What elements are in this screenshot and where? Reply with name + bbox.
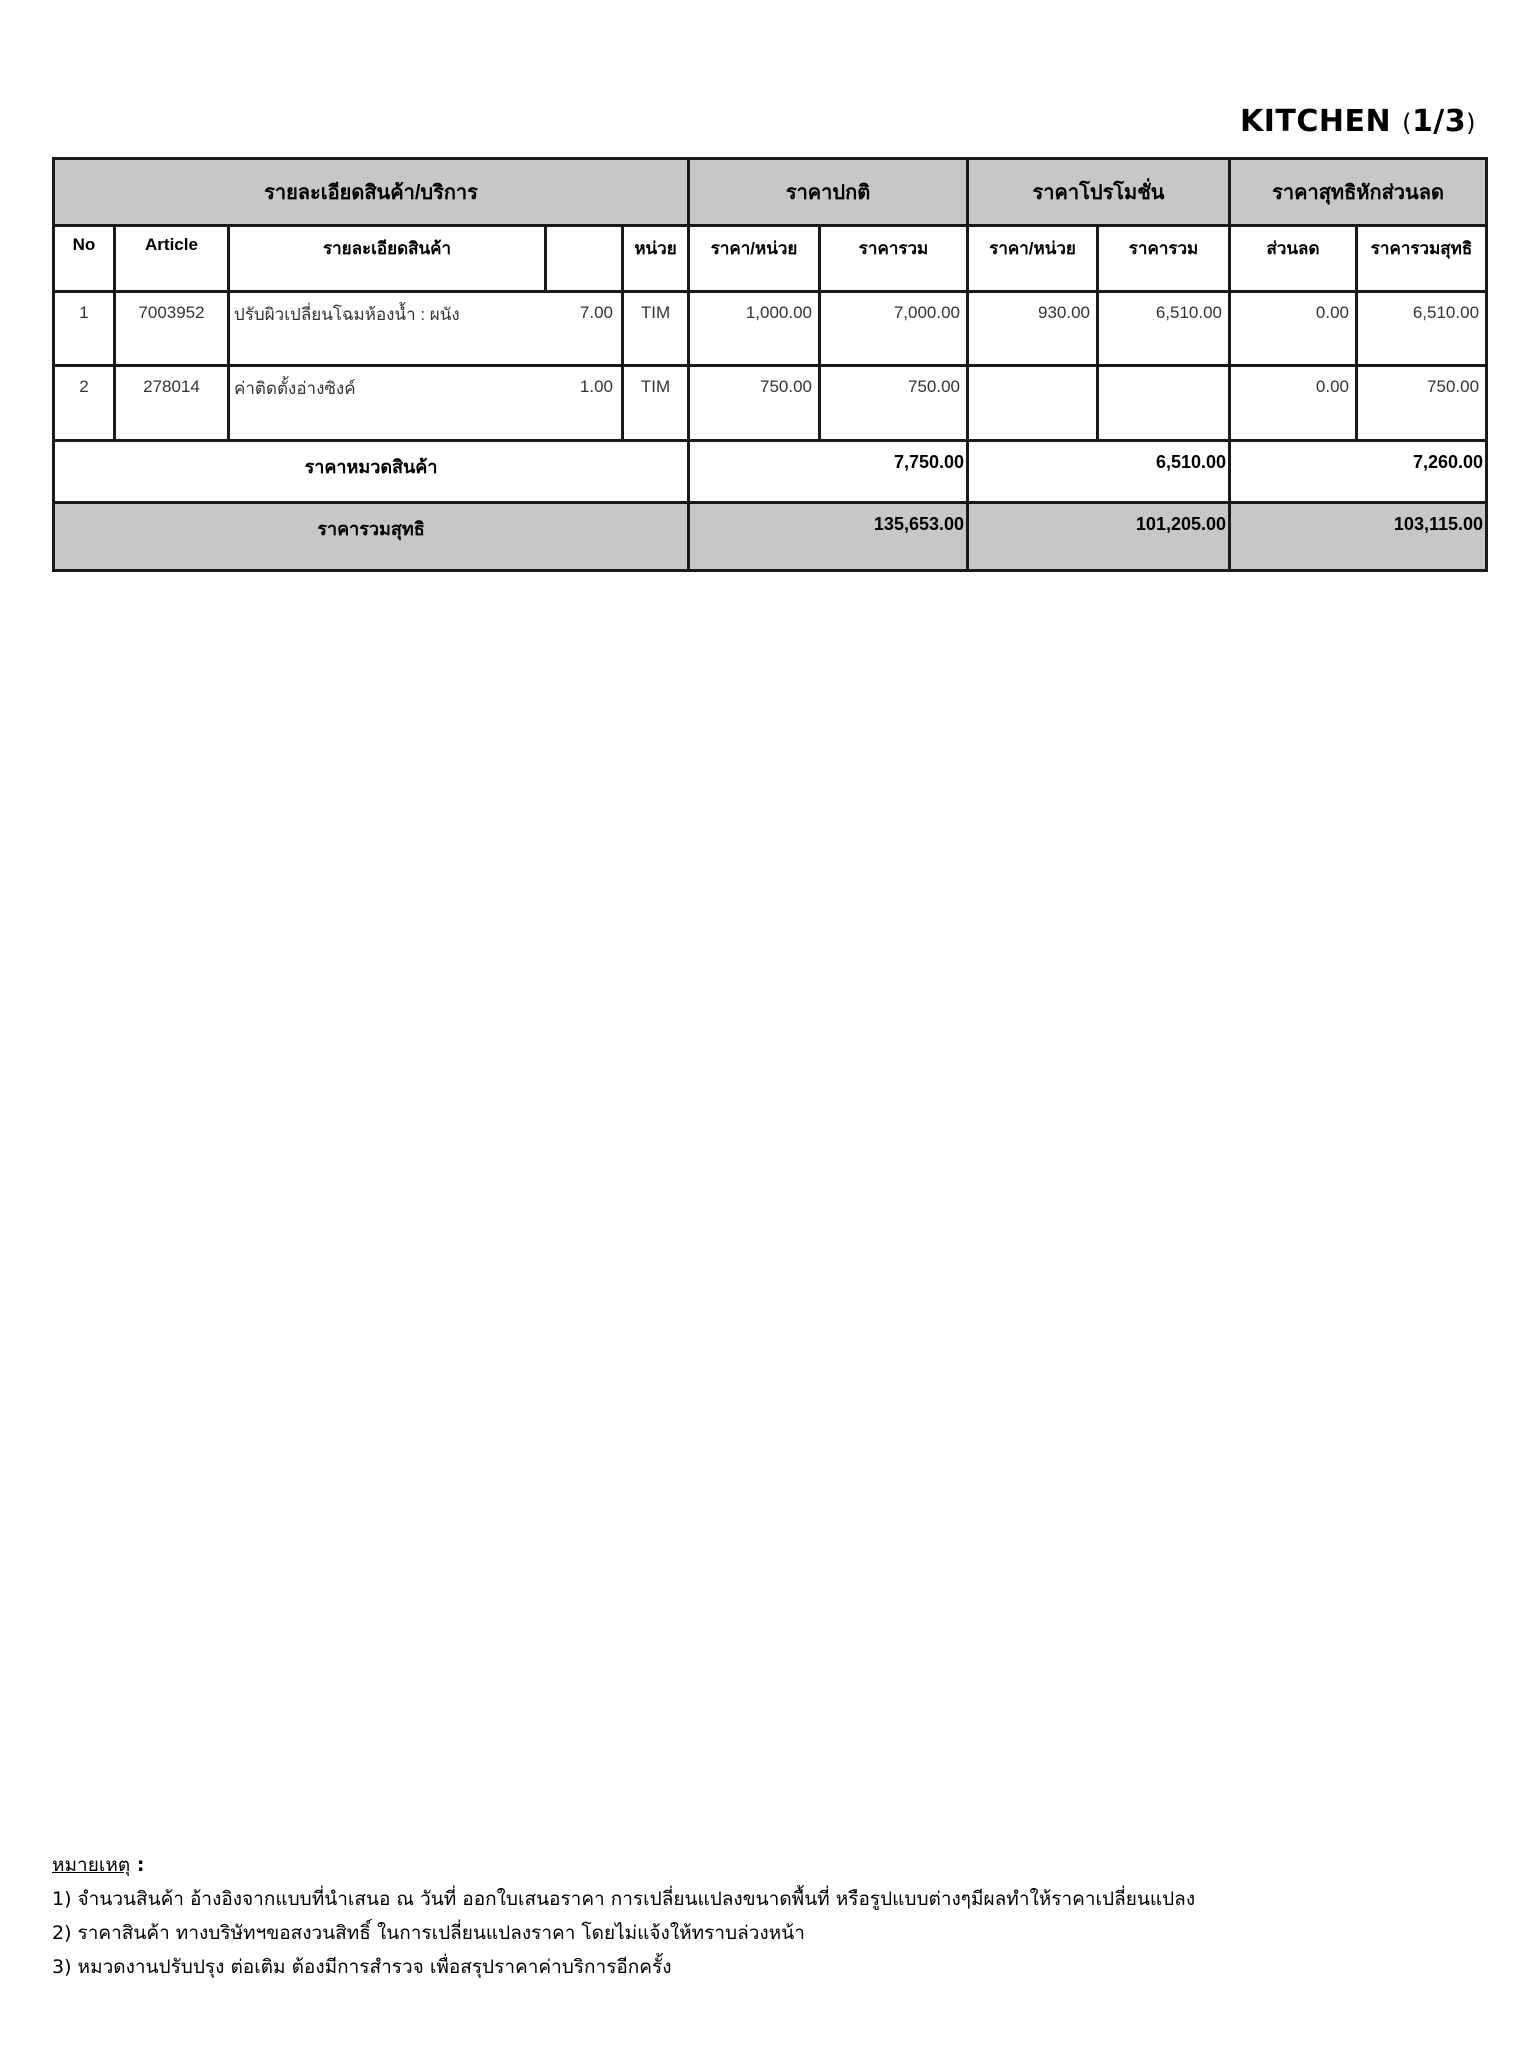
notes-section [52,1848,1195,1984]
grand-total-net: 103,115.00 [1230,503,1487,571]
category-total-regular: 7,750.00 [689,441,968,503]
category-total-net: 7,260.00 [1230,441,1487,503]
cell-no: 1 [54,292,115,366]
note-item: 3) หมวดงานปรับปรุง ต่อเติม ต้องมีการสำรวจ เพื่อสรุปราคาค่าบริการอีกครั้ง [52,1956,672,1978]
notes-title: หมายเหตุ [52,1854,131,1876]
header-regular-price: ราคาปกติ [689,159,968,226]
notes-heading [52,1848,1195,1882]
header-product-service: รายละเอียดสินค้า/บริการ [54,159,689,226]
grand-total-promotion: 101,205.00 [968,503,1230,571]
table-row [54,366,1487,441]
cell-unit: TIM [623,366,689,441]
cell-net-total: 750.00 [1357,366,1487,441]
col-header-discount: ส่วนลด [1230,226,1357,292]
sub-header-row [54,226,1487,292]
notes-colon: : [130,1854,145,1876]
col-header-qty [546,226,623,292]
cell-article: 7003952 [115,292,229,366]
cell-promo-unit-price [968,366,1098,441]
page-title-paren-open: ( [1402,109,1412,137]
cell-unit: TIM [623,292,689,366]
cell-qty: 7.00 [546,292,623,366]
col-header-regular-unit-price: ราคา/หน่วย [689,226,820,292]
header-promotion-price: ราคาโปรโมชั่น [968,159,1230,226]
quotation-table [52,157,1488,572]
cell-discount: 0.00 [1230,366,1357,441]
page-title-main: KITCHEN [1240,104,1392,139]
page-title-fraction: 1/3 [1411,104,1467,139]
cell-net-total: 6,510.00 [1357,292,1487,366]
grand-total-label: ราคารวมสุทธิ [54,503,689,571]
col-header-promo-unit-price: ราคา/หน่วย [968,226,1098,292]
cell-discount: 0.00 [1230,292,1357,366]
cell-promo-total [1098,366,1230,441]
category-total-row [54,441,1487,503]
cell-description: ปรับผิวเปลี่ยนโฉมห้องน้ำ : ผนัง [229,292,546,366]
cell-article: 278014 [115,366,229,441]
col-header-unit: หน่วย [623,226,689,292]
cell-qty: 1.00 [546,366,623,441]
table-row [54,292,1487,366]
cell-no: 2 [54,366,115,441]
cell-description: ค่าติดตั้งอ่างซิงค์ [229,366,546,441]
grand-total-row [54,503,1487,571]
category-total-label: ราคาหมวดสินค้า [54,441,689,503]
cell-regular-unit-price: 750.00 [689,366,820,441]
col-header-promo-total: ราคารวม [1098,226,1230,292]
cell-promo-unit-price: 930.00 [968,292,1098,366]
page-title [1240,104,1476,139]
note-item: 1) จำนวนสินค้า อ้างอิงจากแบบที่นำเสนอ ณ วันที่ ออกใบเสนอราคา การเปลี่ยนแปลงขนาดพื้นที่ หรือรูปแบบต่างๆมีผลทำให้ราคาเปลี่ยนแปลง [52,1888,1196,1910]
col-header-article: Article [115,226,229,292]
col-header-description: รายละเอียดสินค้า [229,226,546,292]
col-header-no: No [54,226,115,292]
cell-regular-total: 7,000.00 [820,292,968,366]
col-header-regular-total: ราคารวม [820,226,968,292]
note-item: 2) ราคาสินค้า ทางบริษัทฯขอสงวนสิทธิ์ ในการเปลี่ยนแปลงราคา โดยไม่แจ้งให้ทราบล่วงหน้า [52,1922,805,1944]
page-title-paren-close: ) [1466,109,1477,137]
group-header-row [54,159,1487,226]
col-header-net-total: ราคารวมสุทธิ [1357,226,1487,292]
grand-total-regular: 135,653.00 [689,503,968,571]
header-net-price: ราคาสุทธิหักส่วนลด [1230,159,1487,226]
cell-promo-total: 6,510.00 [1098,292,1230,366]
cell-regular-total: 750.00 [820,366,968,441]
category-total-promotion: 6,510.00 [968,441,1230,503]
cell-regular-unit-price: 1,000.00 [689,292,820,366]
